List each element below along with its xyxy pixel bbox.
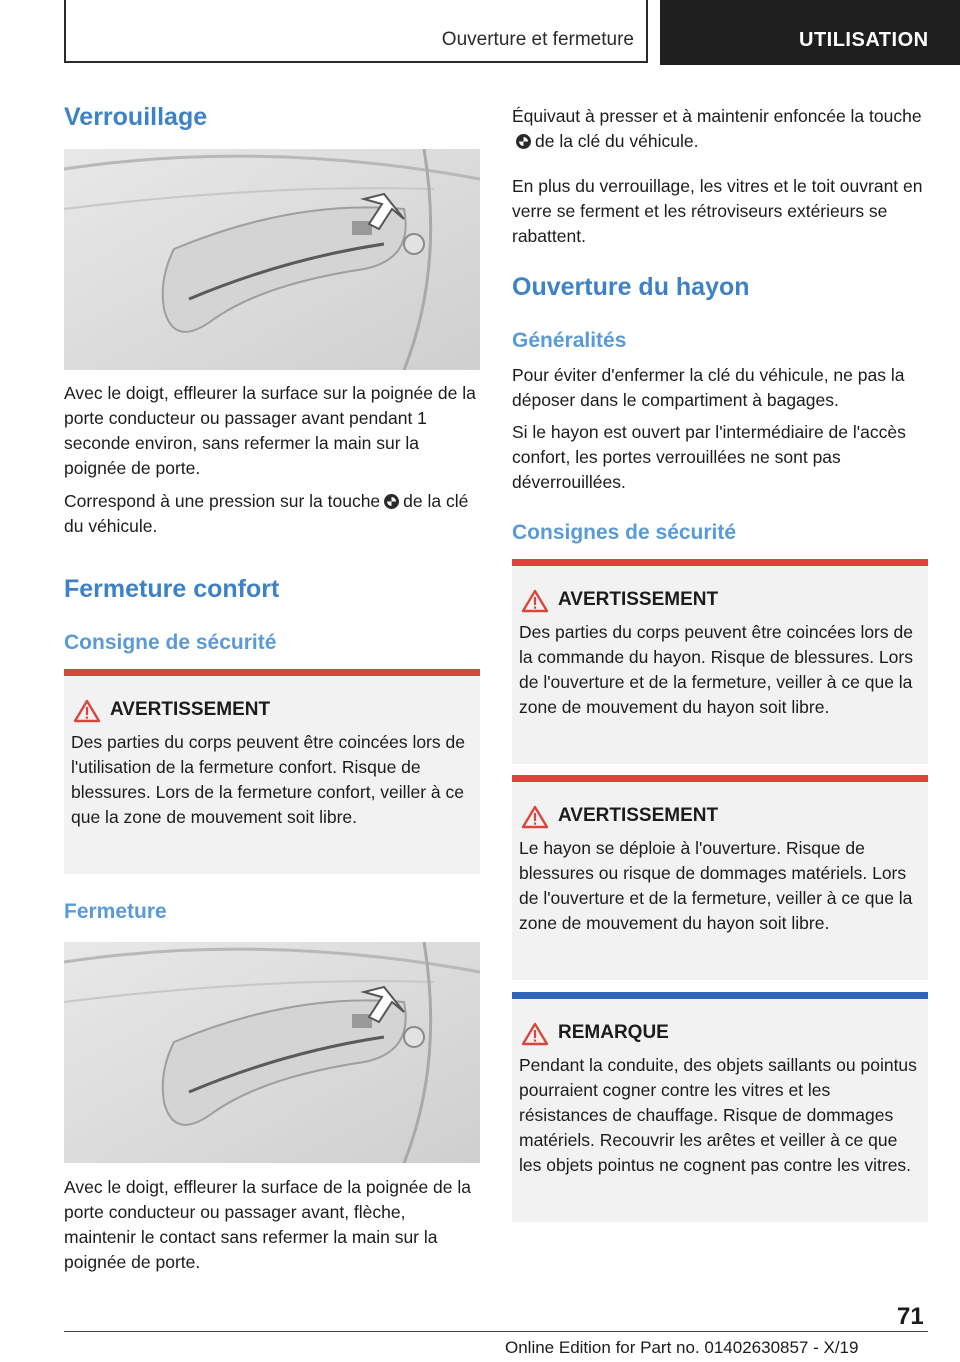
bmw-key-icon [384, 494, 399, 509]
heading-generalites: Généralités [512, 329, 627, 352]
heading-fermeture: Fermeture [64, 900, 167, 923]
warning-triangle-icon [521, 1022, 549, 1046]
warning-box-hayon-1 [512, 559, 928, 764]
notice-title: REMARQUE [558, 1022, 669, 1043]
equivaut-paragraph [512, 104, 928, 154]
chapter-tab [660, 0, 960, 65]
footer-divider [64, 1331, 928, 1332]
warning-title: AVERTISSEMENT [110, 699, 271, 720]
section-title: Ouverture et fermeture [441, 29, 634, 50]
warning-triangle-icon [521, 805, 549, 829]
warning-triangle-icon [73, 699, 101, 723]
warning-box-confort [64, 669, 480, 874]
page-number: 71 [897, 1303, 924, 1330]
generalites-paragraph-1: Pour éviter d'enfermer la clé du véhicule, ne pas la déposer dans le compartiment à bagages. [512, 365, 905, 410]
warning-box-hayon-2 [512, 775, 928, 980]
warning-text: Des parties du corps peuvent être coincées lors de la commande du hayon. Risque de blessures. Lors de l'ouverture et de la fermeture, veiller à ce que la zone de mouvement du hayon soit libre. [519, 622, 913, 717]
equivaut-text-before: Équivaut à presser et à maintenir enfoncée la touche [512, 106, 922, 126]
chapter-tab-label: UTILISATION [799, 29, 929, 51]
warning-text: Le hayon se déploie à l'ouverture. Risque de blessures ou risque de dommages matériels. Lors de l'ouverture et de la fermeture, veiller à ce que la zone de mouvement du hayon soit libre. [519, 838, 913, 933]
door-handle-figure-close [64, 942, 480, 1163]
correspond-text-after: de la clé du véhicule. [64, 491, 469, 536]
heading-consignes-securite: Consignes de sécurité [512, 521, 737, 544]
verrouillage-caption: Avec le doigt, effleurer la surface sur la poignée de la porte conducteur ou passager avant pendant 1 seconde environ, sans refermer la main sur la poignée de porte. [64, 383, 476, 478]
warning-title: AVERTISSEMENT [558, 805, 719, 826]
warning-triangle-icon [521, 589, 549, 613]
edition-footer: Online Edition for Part no. 01402630857 - X/19 [505, 1338, 859, 1357]
fermeture-caption: Avec le doigt, effleurer la surface de la poignée de la porte conducteur ou passager avant, flèche, maintenir le contact sans refermer la main sur la poignée de porte. [64, 1177, 471, 1272]
header-frame [64, 0, 648, 63]
warning-text: Des parties du corps peuvent être coincées lors de l'utilisation de la fermeture confort. Risque de blessures. Lors de la fermeture confort, veiller à ce que la zone de mouvement soit libre. [71, 732, 465, 827]
door-handle-illustration [64, 149, 480, 370]
bmw-key-icon [516, 134, 531, 149]
heading-verrouillage: Verrouillage [64, 103, 208, 131]
heading-consigne-securite: Consigne de sécurité [64, 631, 277, 654]
correspond-paragraph [64, 489, 480, 539]
door-handle-illustration [64, 942, 480, 1163]
equivaut-text-after: de la clé du véhicule. [535, 131, 699, 151]
notice-box-remarque [512, 992, 928, 1222]
en-plus-paragraph: En plus du verrouillage, les vitres et le toit ouvrant en verre se ferment et les rétroviseurs extérieurs se rabattent. [512, 176, 923, 246]
door-handle-figure-lock [64, 149, 480, 370]
heading-fermeture-confort: Fermeture confort [64, 575, 280, 603]
generalites-paragraph-2: Si le hayon est ouvert par l'intermédiaire de l'accès confort, les portes verrouillées ne sont pas déverrouillées. [512, 422, 906, 492]
heading-ouverture-hayon: Ouverture du hayon [512, 273, 750, 301]
notice-text: Pendant la conduite, des objets saillants ou pointus pourraient cogner contre les vitres et les résistances de chauffage. Risque de dommages matériels. Recouvrir les arêtes et veiller à ce que les objets pointus ne cognent pas contre les vitres. [519, 1055, 917, 1175]
warning-title: AVERTISSEMENT [558, 589, 719, 610]
correspond-text-before: Correspond à une pression sur la touche [64, 491, 381, 511]
